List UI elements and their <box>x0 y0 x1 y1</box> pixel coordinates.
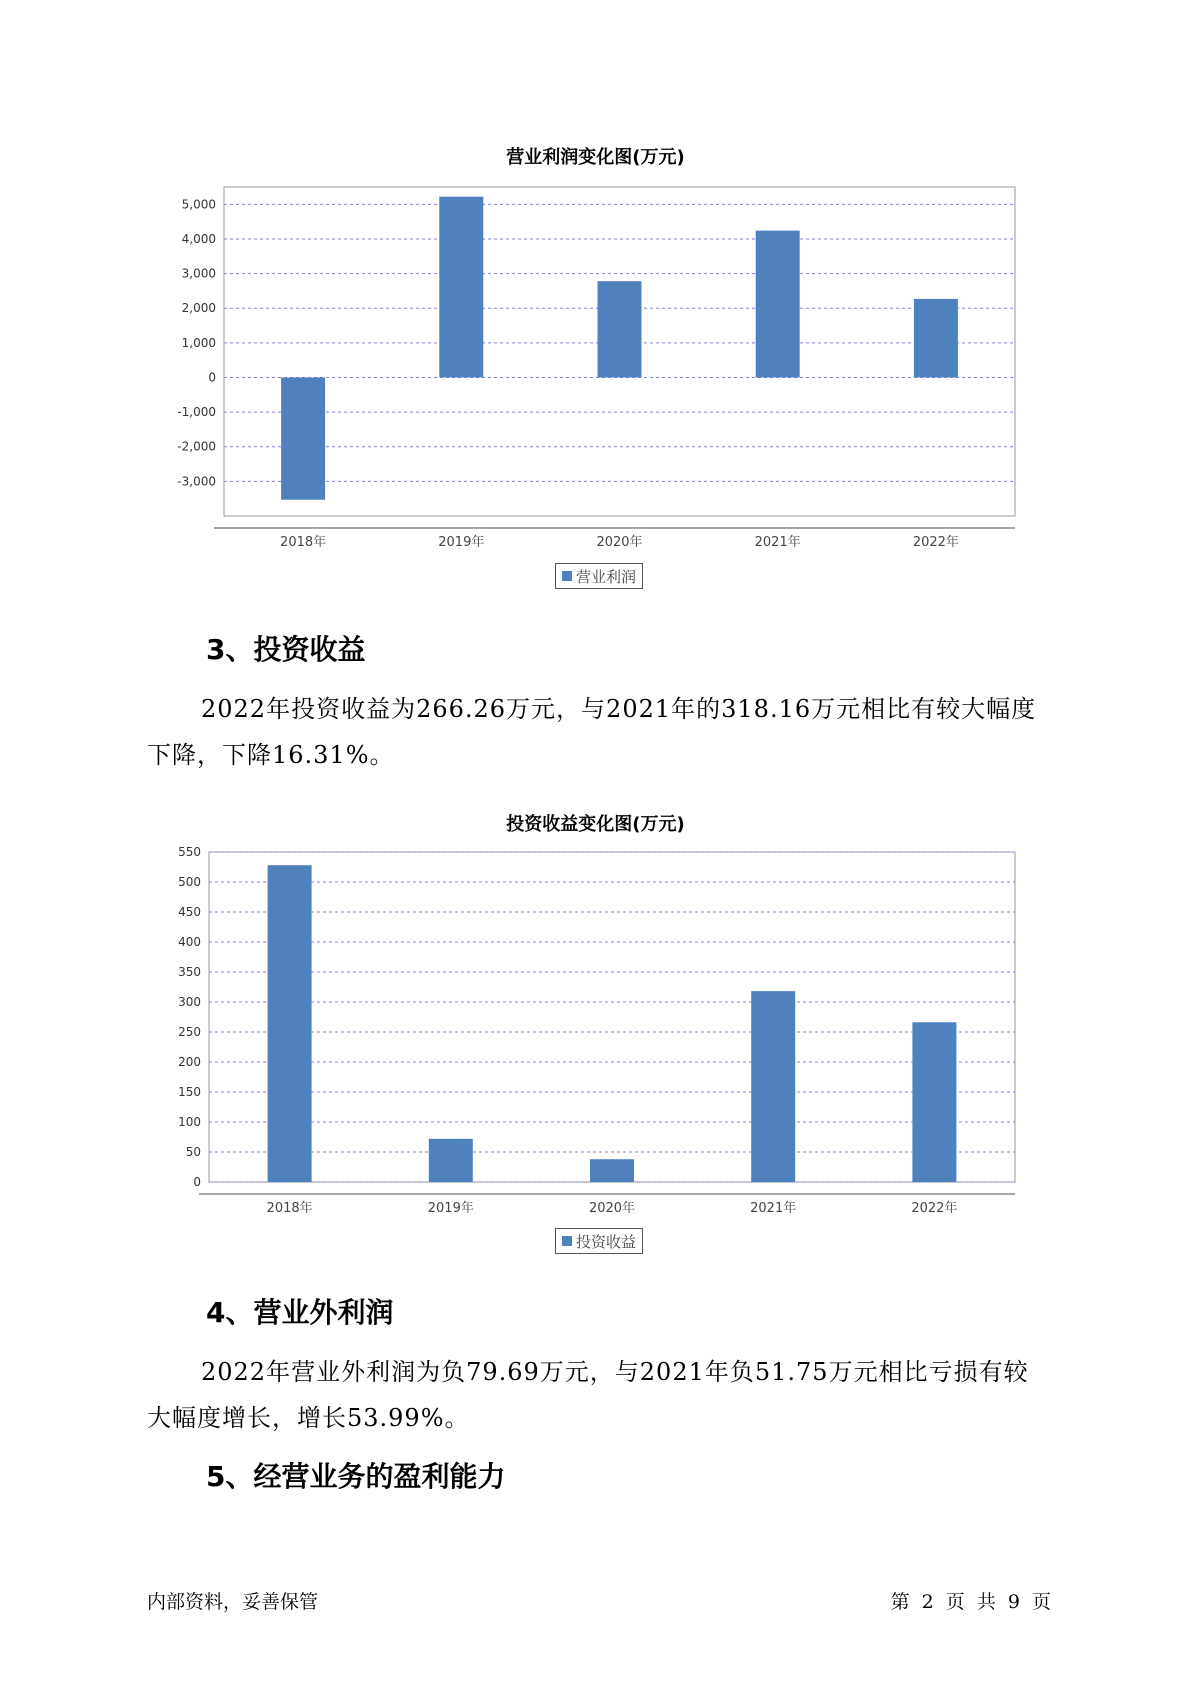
x-tick-label: 2019年 <box>438 535 485 550</box>
x-tick-label: 2018年 <box>266 1201 313 1216</box>
y-tick-label: 3,000 <box>181 266 216 281</box>
y-tick-label: 450 <box>178 905 201 919</box>
y-tick-label: -3,000 <box>177 474 216 489</box>
legend-label: 投资收益 <box>576 1232 637 1251</box>
y-tick-label: 150 <box>178 1085 201 1099</box>
x-tick-label: 2022年 <box>911 1201 958 1216</box>
bar <box>590 1159 634 1182</box>
section-4-paragraph: 2022年营业外利润为负79.69万元，与2021年负51.75万元相比亏损有较大幅度增长，增长53.99%。 <box>147 1358 1029 1432</box>
x-tick-label: 2021年 <box>750 1201 797 1216</box>
y-tick-label: 350 <box>178 965 201 979</box>
y-tick-label: 550 <box>178 845 201 859</box>
bar <box>268 865 312 1182</box>
footer-confidential-note: 内部资料，妥善保管 <box>147 1591 319 1613</box>
y-tick-label: 5,000 <box>181 197 216 212</box>
y-tick-label: 4,000 <box>181 231 216 246</box>
section-3-heading: 3、投资收益 <box>206 633 366 666</box>
y-tick-label: 250 <box>178 1025 201 1039</box>
y-tick-label: 100 <box>178 1115 201 1129</box>
section-5-heading: 5、经营业务的盈利能力 <box>206 1460 506 1493</box>
y-tick-label: 1,000 <box>181 335 216 350</box>
y-tick-label: 0 <box>193 1175 201 1189</box>
y-tick-label: -2,000 <box>177 439 216 454</box>
y-tick-label: 300 <box>178 995 201 1009</box>
section-3-paragraph: 2022年投资收益为266.26万元，与2021年的318.16万元相比有较大幅度下降，下降16.31%。 <box>147 695 1037 769</box>
legend-investment-income <box>555 1228 643 1254</box>
y-tick-label: 2,000 <box>181 301 216 316</box>
y-tick-label: 500 <box>178 875 201 889</box>
x-tick-label: 2021年 <box>754 535 801 550</box>
bar <box>751 991 795 1182</box>
legend-swatch <box>562 1236 572 1246</box>
plot-area <box>209 852 1015 1182</box>
x-tick-label: 2020年 <box>588 1201 636 1216</box>
y-tick-label: 0 <box>208 370 216 385</box>
y-tick-label: 50 <box>185 1145 201 1159</box>
x-tick-label: 2020年 <box>596 535 643 550</box>
bar <box>912 1022 956 1182</box>
bar <box>429 1139 473 1182</box>
x-tick-label: 2018年 <box>280 535 327 550</box>
x-tick-label: 2019年 <box>427 1201 474 1216</box>
footer-page-number: 第 2 页 共 9 页 <box>890 1591 1051 1613</box>
y-tick-label: 200 <box>178 1055 201 1069</box>
chart-title-investment-income: 投资收益变化图(万元) <box>506 814 685 835</box>
y-tick-label: 400 <box>178 935 201 949</box>
chart-title-operating-profit: 营业利润变化图(万元) <box>506 147 685 168</box>
x-tick-label: 2022年 <box>912 535 959 550</box>
y-tick-label: -1,000 <box>177 405 216 420</box>
legend-label: 营业利润 <box>576 567 637 586</box>
section-4-heading: 4、营业外利润 <box>206 1296 394 1329</box>
